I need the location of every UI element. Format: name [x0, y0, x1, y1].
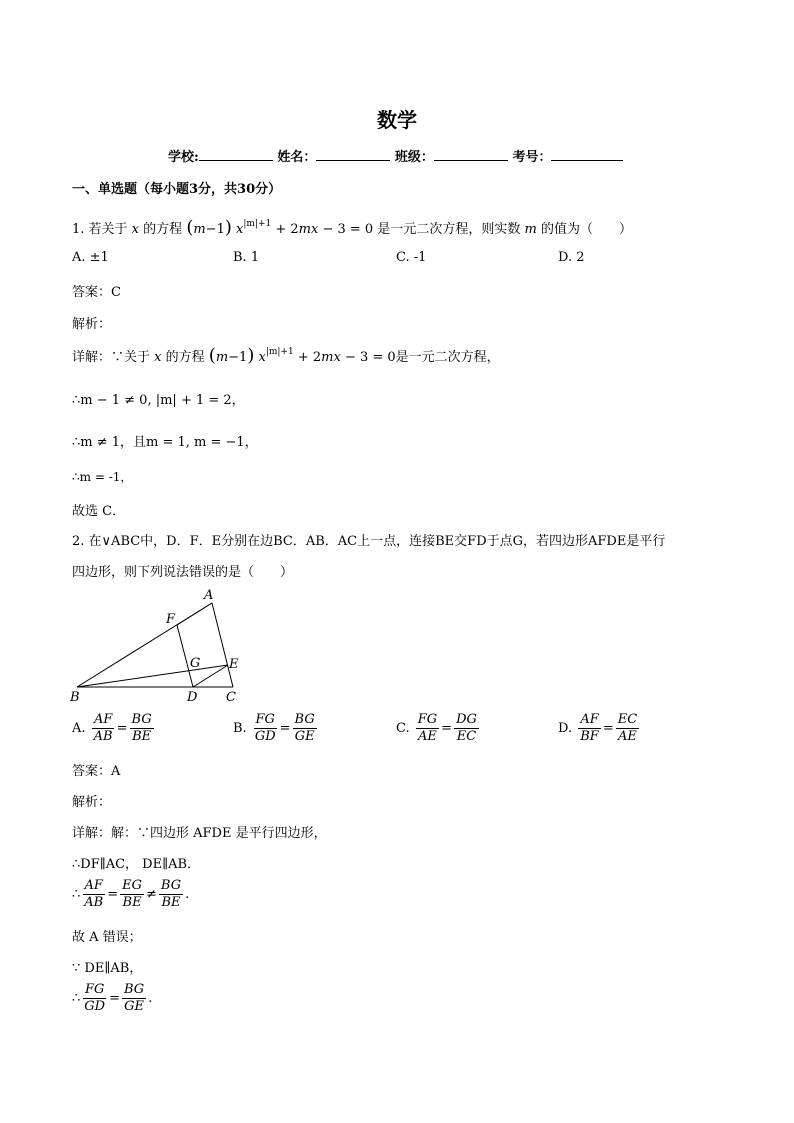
student-info-line [168, 146, 623, 165]
q2-analysis-label: 解析： [72, 795, 112, 810]
q2-option-a-left-fraction: $\frac{AF}{AB}$ [93, 712, 113, 744]
name-label: 姓名： [277, 150, 317, 165]
q2-answer: 答案：A [72, 764, 121, 779]
q2-option-c: C. $\frac{FG}{AE}$ = $\frac{DG}{EC}$ [396, 712, 477, 744]
label-b: B [70, 690, 80, 705]
segment-be [77, 665, 228, 687]
q2-detail: 详解：解：∵四边形 AFDE 是平行四边形， [72, 826, 327, 841]
q1-text-suffix: 是一元二次方程，则实数 [377, 222, 521, 237]
q1-option-d: D. 2 [558, 250, 585, 265]
label-d: D [187, 690, 198, 705]
label-e: E [229, 657, 239, 672]
label-c: C [226, 690, 236, 705]
q2-option-c-letter: C. [396, 721, 410, 736]
q2-step-1: ∴DF∥AC， DE∥AB． [72, 857, 201, 872]
name-blank [316, 148, 390, 161]
q2-option-b: B. $\frac{FG}{GD}$ = $\frac{BG}{GE}$ [233, 712, 315, 744]
q1-text-mid: 的方程 [143, 222, 183, 237]
label-a: A [204, 588, 214, 603]
q2-option-a: A. $\frac{AF}{AB}$ = $\frac{BG}{BE}$ [72, 712, 152, 744]
q2-option-c-right-fraction: $\frac{DG}{EC}$ [456, 712, 477, 744]
q1-step-3: ∴m = -1， [72, 470, 133, 484]
question-2-stem-line1: 2. 在∨ABC中，D．F．E分别在边BC．AB．AC上一点，连接BE交FD于点G，若四边形AFDE是平行 [72, 534, 666, 549]
school-label: 学校: [168, 150, 199, 165]
q2-option-d-letter: D. [558, 721, 573, 736]
q2-step-2-frac-c: $\frac{BG}{BE}$ [160, 878, 182, 910]
q2-option-b-letter: B. [233, 721, 247, 736]
class-blank [434, 148, 508, 161]
q1-option-a: A. ±1 [72, 250, 109, 265]
q1-option-b: B. 1 [233, 250, 260, 265]
q1-equation: (m−1) $x^{|m|+1} + 2mx - 3 = 0$ [186, 217, 374, 238]
segment-fa [177, 603, 212, 625]
page-title: 数学 [377, 108, 417, 132]
question-1-stem: 1. 若关于 x 的方程 (m−1) $x^{|m|+1} + 2mx - 3 = 0$ 是一元二次方程，则实数 m 的值为（ ） [72, 217, 632, 238]
q1-conclusion: 故选 C． [72, 504, 126, 519]
q2-step-3: 故 A 错误； [72, 930, 142, 945]
q2-option-b-left-fraction: $\frac{FG}{GD}$ [254, 712, 276, 744]
exam-number-label: 考号： [512, 150, 552, 165]
q1-text-prefix: 1. 若关于 [72, 222, 128, 237]
q1-detail-prefix: 详解：∵关于 [72, 350, 151, 365]
q2-step-5-frac-a: $\frac{FG}{GD}$ [84, 982, 106, 1014]
q1-option-c: C. -1 [396, 250, 427, 265]
q1-detail-equation: (m−1) $x^{|m|+1} + 2mx - 3 = 0$ [208, 345, 396, 366]
q1-step-2 [72, 431, 258, 450]
q2-option-c-left-fraction: $\frac{FG}{AE}$ [417, 712, 438, 744]
q2-step-2: ∴ $\frac{AF}{AB}$ = $\frac{EG}{BE}$ ≠ $\frac{BG}{BE}$ . [72, 878, 190, 910]
q1-step-2a: ∴m ≠ 1，且 [72, 435, 147, 450]
q2-option-d-left-fraction: $\frac{AF}{BF}$ [580, 712, 599, 744]
q2-option-a-right-fraction: $\frac{BG}{BE}$ [131, 712, 152, 744]
q2-option-d-right-fraction: $\frac{EC}{AE}$ [617, 712, 638, 744]
q1-step-2b: m = 1, m = −1， [146, 435, 258, 450]
q1-step-1: ∴m − 1 ≠ 0, |m| + 1 = 2， [72, 393, 245, 408]
q1-detail: 详解：∵关于 x 的方程 (m−1) $x^{|m|+1} + 2mx - 3 = 0$是一元二次方程， [72, 345, 500, 366]
label-f: F [166, 612, 176, 627]
q2-step-2-frac-a: $\frac{AF}{AB}$ [84, 878, 104, 910]
label-g: G [190, 656, 201, 671]
triangle-figure [66, 585, 256, 707]
q1-analysis-label: 解析： [72, 317, 112, 332]
class-label: 班级： [394, 150, 434, 165]
school-blank [199, 148, 273, 161]
q1-detail-suffix: 是一元二次方程， [395, 350, 500, 365]
q2-option-b-right-fraction: $\frac{BG}{GE}$ [294, 712, 315, 744]
question-2-stem-line2: 四边形，则下列说法错误的是（ ） [72, 565, 294, 580]
q2-step-2-frac-b: $\frac{EG}{BE}$ [122, 878, 143, 910]
q2-option-a-letter: A. [72, 721, 86, 736]
q2-option-d: D. $\frac{AF}{BF}$ = $\frac{EC}{AE}$ [558, 712, 638, 744]
q2-step-5-frac-b: $\frac{BG}{GE}$ [124, 982, 145, 1014]
exam-number-blank [551, 148, 623, 161]
q2-step-4: ∵ DE∥AB， [72, 961, 143, 976]
side-ac [212, 603, 233, 687]
q1-text-suffix2: 的值为（ ） [540, 222, 632, 237]
q2-step-5: ∴ $\frac{FG}{GD}$ = $\frac{BG}{GE}$ . [72, 982, 153, 1014]
q1-detail-mid: 的方程 [165, 350, 205, 365]
section-heading: 一、单选题（每小题3分，共30分） [72, 182, 282, 197]
q1-answer: 答案：C [72, 285, 121, 300]
